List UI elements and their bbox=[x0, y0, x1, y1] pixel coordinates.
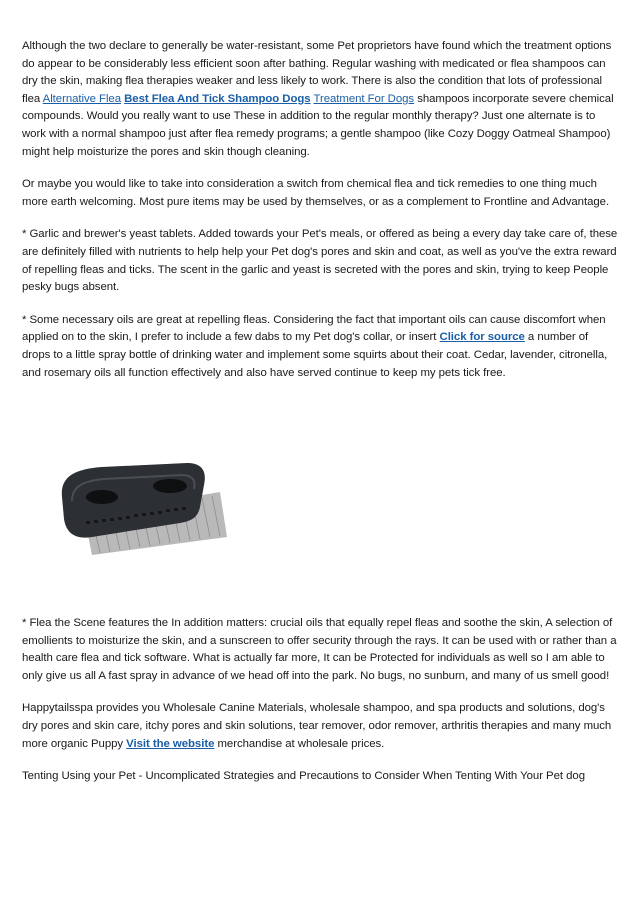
flea-comb-image bbox=[22, 397, 242, 607]
paragraph-garlic-yeast: * Garlic and brewer's yeast tablets. Added towards your Pet's meals, or offered as being a every day take care of, these are definitely filled with nutrients to help help your Pet dog's pores and skin and coat, as well as you've the extra reward of repelling fleas and ticks. The scent in the garlic and yeast is secreted with the pores and skin, trying to keep People pesky bugs absent. bbox=[22, 228, 618, 294]
paragraph-shampoo: Although the two declare to generally be water-resistant, some Pet proprietors have found which the treatment options do appear to be considerably less efficient soon after bathing. Regular washing with medicated or flea shampoos can dry the skin, making flea therapies weaker and less likely to work. There is also the condition that lots of professional flea Alternative Flea Best Flea And Tick Shampoo Dogs Treatment For Dogs shampoos incorporate severe chemical compounds. Would you really want to use These in addition to the regular monthly therapy? Just one alternate is to work with a normal shampoo just after flea remedy programs; a gentle shampoo (like Cozy Doggy Oatmeal Shampoo) might help moisturize the pores and skin though cleaning. bbox=[22, 40, 614, 158]
flea-comb-illustration bbox=[22, 397, 242, 607]
link-treatment-for-dogs[interactable]: Treatment For Dogs bbox=[313, 92, 415, 105]
link-click-for-source[interactable]: Click for source bbox=[439, 331, 525, 344]
paragraph-tenting-title: Tenting Using your Pet - Uncomplicated Strategies and Precautions to Consider When Tenting With Your Pet dog bbox=[22, 770, 585, 783]
link-visit-the-website[interactable]: Visit the website bbox=[126, 737, 215, 750]
paragraph-essential-oils: * Some necessary oils are great at repelling fleas. Considering the fact that important oils can cause discomfort when applied on to the skin, I prefer to include a few dabs to my Pet dog's collar, or insert Click for source a number of drops to a little spray bottle of drinking water and implement some squirts about their coat. Cedar, lavender, citronella, and rosemary oils all function effectively and also have served continue to keep my pets tick free. bbox=[22, 313, 608, 379]
comb-hole-left bbox=[86, 490, 118, 504]
link-alternative-flea[interactable]: Alternative Flea bbox=[42, 92, 121, 105]
paragraph-natural-options: Or maybe you would like to take into consideration a switch from chemical flea and tick remedies to one thing much more earth welcoming. Most pure items may be used by themselves, or as a complement to Frontline and Advantage. bbox=[22, 178, 610, 208]
comb-hole-right bbox=[153, 479, 187, 493]
paragraph-happytailsspa: Happytailsspa provides you Wholesale Canine Materials, wholesale shampoo, and spa products and solutions, dog's dry pores and skin care, itchy pores and skin solutions, tear remover, odor remover, arthritis therapies and many much more organic Puppy Visit the website merchandise at wholesale prices. bbox=[22, 702, 612, 750]
link-best-flea-shampoo[interactable]: Best Flea And Tick Shampoo Dogs bbox=[124, 92, 311, 105]
paragraph-flea-the-scene: * Flea the Scene features the In addition matters: crucial oils that equally repel fleas and soothe the skin, A selection of emollients to moisturize the skin, and a sunscreen to offer security through the rays. It can be used with or rather than a health care flea and tick software. What is actually far more, It can be Protected for individuals as well so I am able to only give us all A fast spray in advance of we head off into the park. No bugs, no sunburn, and many of us smell good! bbox=[22, 617, 617, 682]
